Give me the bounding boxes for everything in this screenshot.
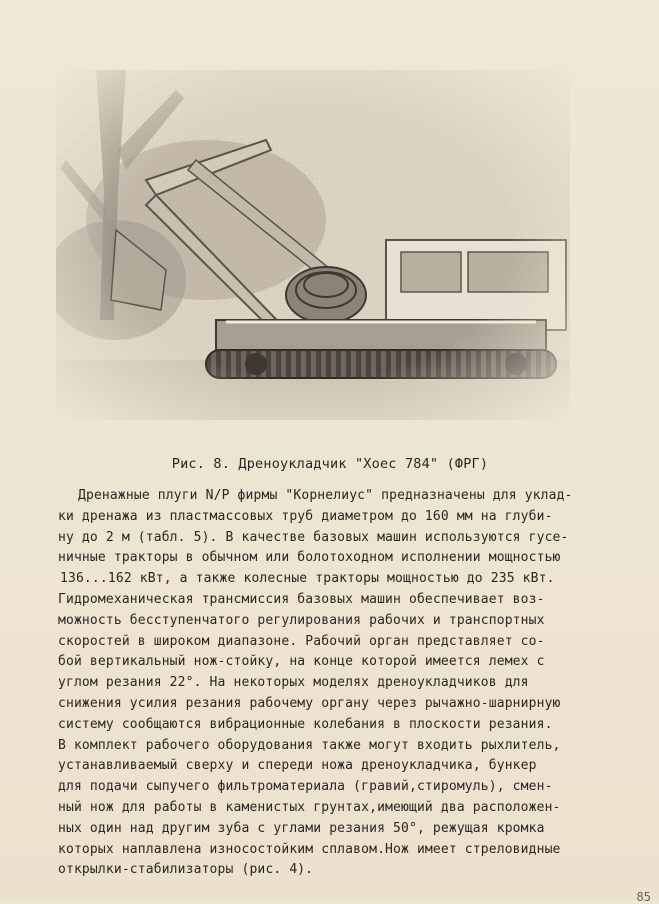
text-line: можность бесступенчатого регулирования рабочих и транспортных bbox=[58, 612, 545, 628]
body-text bbox=[58, 486, 618, 881]
text-line: ничные тракторы в обычном или болотоходном исполнении мощностью bbox=[58, 550, 561, 566]
page-number: 85 bbox=[636, 890, 651, 904]
text-line: 136...162 кВт, а также колесные тракторы мощностью до 235 кВт. bbox=[60, 571, 555, 587]
photo-illustration bbox=[56, 70, 570, 420]
text-line: Дренажные плуги N/P фирмы "Корнелиус" предназначены для уклад- bbox=[78, 488, 573, 503]
text-line: ный нож для работы в каменистых грунтах,имеющий два расположен- bbox=[58, 799, 561, 815]
drainage-machine-photo-icon bbox=[56, 70, 570, 420]
text-line: открылки-стабилизаторы (рис. 4). bbox=[58, 862, 314, 878]
text-line: В комплект рабочего оборудования также могут входить рыхлитель, bbox=[58, 737, 561, 753]
text-line: для подачи сыпучего фильтроматериала (гравий,стиромуль), смен- bbox=[58, 779, 553, 795]
text-line: систему сообщаются вибрационные колебания в плоскости резания. bbox=[58, 716, 553, 732]
text-line: снижения усилия резания рабочему органу через рычажно-шарнирную bbox=[58, 695, 561, 711]
text-line: ных один над другим зуба с углами резания 50°, режущая кромка bbox=[58, 820, 545, 836]
text-line: ну до 2 м (табл. 5). В качестве базовых машин используются гусе- bbox=[58, 529, 569, 545]
text-line: устанавливаемый сверху и спереди ножа дреноукладчика, бункер bbox=[58, 758, 537, 774]
text-line: Гидромеханическая трансмиссия базовых машин обеспечивает воз- bbox=[58, 591, 545, 607]
text-line: бой вертикальный нож-стойку, на конце которой имеется лемех с bbox=[58, 654, 545, 670]
text-line: углом резания 22°. На некоторых моделях дреноукладчиков для bbox=[58, 675, 529, 691]
text-line: скоростей в широком диапазоне. Рабочий орган представляет со- bbox=[58, 633, 545, 649]
figure-caption: Рис. 8. Дреноукладчик "Хоес 784" (ФРГ) bbox=[171, 456, 489, 472]
text-line: ки дренажа из пластмассовых труб диаметром до 160 мм на глуби- bbox=[58, 508, 553, 524]
text-line: которых наплавлена износостойким сплавом.Нож имеет стреловидные bbox=[58, 841, 561, 857]
